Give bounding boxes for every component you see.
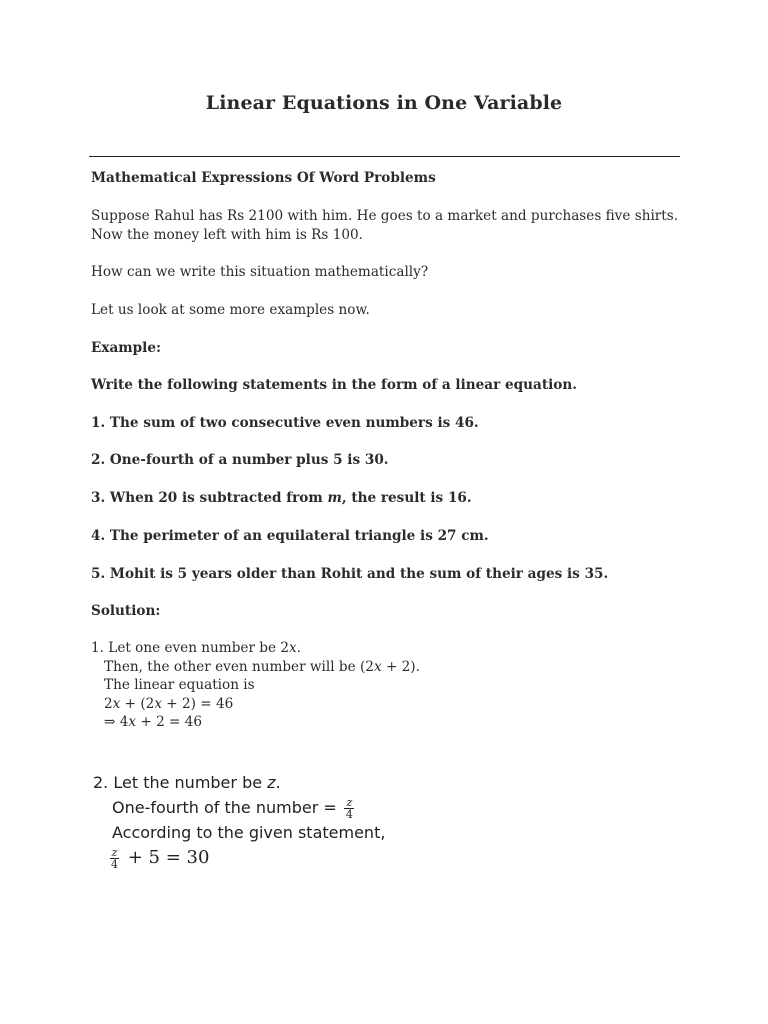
solution-1-line-1-end: . [296, 640, 301, 656]
example-instruction: Write the following statements in the form of a linear equation. [91, 377, 577, 393]
solution-1-line-1-text: 1. Let one even number be 2 [91, 640, 289, 656]
example-item-1: 1. The sum of two consecutive even numbers is 46. [91, 415, 479, 431]
example-item-4: 4. The perimeter of an equilateral triangle is 27 cm. [91, 528, 489, 544]
solution-2-line-3: According to the given statement, [112, 823, 386, 842]
fraction-z-over-4 [344, 797, 355, 820]
solution-1-line-3: The linear equation is [104, 677, 255, 693]
implies-coef: ⇒ 4 [104, 714, 129, 730]
variable-z: z [267, 773, 276, 792]
example-item-2: 2. One-fourth of a number plus 5 is 30. [91, 452, 389, 468]
question-paragraph: How can we write this situation mathematically? [91, 264, 429, 280]
title-divider [89, 156, 680, 157]
solution-2-equation [93, 845, 385, 870]
expr: + (2 [120, 695, 155, 712]
intro-paragraph: Suppose Rahul has Rs 2100 with him. He goes to a market and purchases five shirts. Now the money left with him is Rs 100. [91, 208, 679, 243]
solution-1-line-2-end: + 2). [381, 658, 420, 675]
solution-1-line-1 [91, 639, 420, 658]
example-label: Example: [91, 340, 161, 356]
variable-x: x [154, 695, 162, 712]
variable-x: x [112, 695, 121, 712]
fraction-numerator: z [346, 796, 353, 809]
equation-rest: + 5 = 30 [122, 847, 210, 868]
solution-2-line-2-text: One-fourth of the number = [112, 798, 342, 817]
expr-end: + 2 = 46 [136, 714, 203, 730]
fraction-z-over-4 [109, 847, 120, 870]
section-heading: Mathematical Expressions Of Word Problems [91, 170, 436, 186]
solution-1-line-2-text: Then, the other even number will be (2 [104, 658, 374, 675]
transition-paragraph: Let us look at some more examples now. [91, 302, 370, 318]
solution-label: Solution: [91, 603, 161, 619]
solution-2-line-2 [93, 795, 385, 820]
solution-1-line-2 [91, 658, 420, 677]
coef: 2 [104, 695, 113, 712]
variable-x: x [288, 640, 297, 656]
variable-m: m [327, 490, 342, 506]
solution-1-line-4 [91, 695, 420, 714]
solution-2 [93, 770, 385, 870]
solution-1 [91, 639, 420, 732]
document-title: Linear Equations in One Variable [205, 92, 563, 114]
example-item-3 [91, 489, 681, 508]
variable-x: x [373, 658, 382, 675]
variable-x: x [128, 714, 137, 730]
fraction-denominator: 4 [111, 858, 118, 871]
solution-2-line-1-end: . [275, 773, 281, 792]
fraction-numerator: z [111, 846, 118, 859]
solution-2-line-1 [93, 770, 385, 795]
example-item-3-text-a: 3. When 20 is subtracted from [91, 490, 328, 506]
fraction-denominator: 4 [345, 808, 353, 821]
solution-2-line-1-text: 2. Let the number be [93, 773, 268, 792]
expr-end: + 2) = 46 [161, 695, 234, 712]
example-item-3-text-b: , the result is 16. [341, 490, 472, 506]
example-item-5: 5. Mohit is 5 years older than Rohit and the sum of their ages is 35. [91, 566, 609, 582]
solution-1-line-5 [91, 713, 420, 732]
